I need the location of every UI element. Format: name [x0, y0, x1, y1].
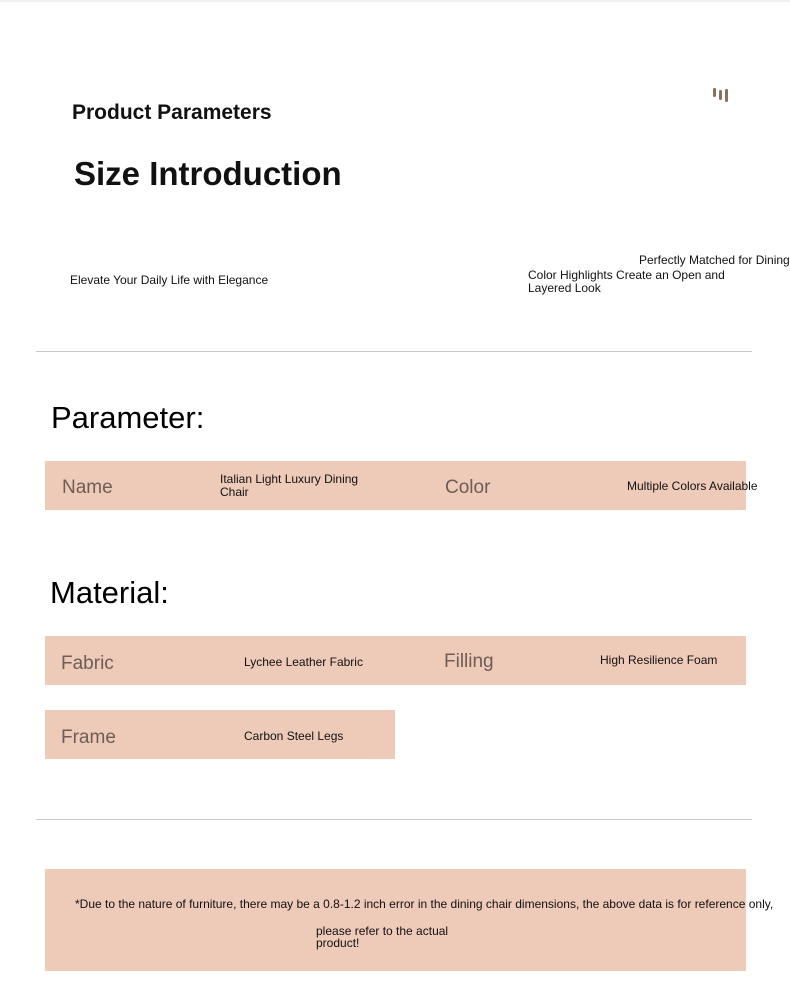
tagline-right-secondary: Color Highlights Create an Open and Layered Look — [528, 268, 725, 295]
top-rule — [0, 0, 790, 2]
material-value-fabric: Lychee Leather Fabric — [244, 655, 363, 669]
param-value-name: Italian Light Luxury Dining Chair — [220, 472, 359, 499]
section-label: Product Parameters — [72, 101, 272, 124]
material-heading: Material: — [50, 575, 169, 610]
section-title: Size Introduction — [74, 155, 342, 192]
brand-bars-icon — [713, 88, 729, 102]
parameter-heading: Parameter: — [51, 400, 205, 435]
tagline-right-primary: Perfectly Matched for Dining — [639, 253, 790, 267]
notice-line-1: *Due to the nature of furniture, there may be a 0.8-1.2 inch error in the dining chair dimensions, the above data is for reference only, — [75, 897, 774, 911]
material-key-frame: Frame — [61, 727, 116, 748]
param-key-color: Color — [445, 477, 491, 498]
notice-band — [45, 869, 746, 971]
material-value-filling: High Resilience Foam — [600, 653, 718, 667]
param-value-color: Multiple Colors Available — [627, 479, 758, 493]
notice-line-2: please refer to the actual product! — [316, 924, 449, 950]
param-key-name: Name — [62, 477, 113, 498]
divider-bottom — [36, 819, 752, 820]
material-value-frame: Carbon Steel Legs — [244, 729, 344, 743]
tagline-left: Elevate Your Daily Life with Elegance — [70, 273, 269, 287]
material-key-filling: Filling — [444, 651, 494, 672]
divider-top — [36, 351, 752, 352]
material-key-fabric: Fabric — [61, 653, 114, 674]
